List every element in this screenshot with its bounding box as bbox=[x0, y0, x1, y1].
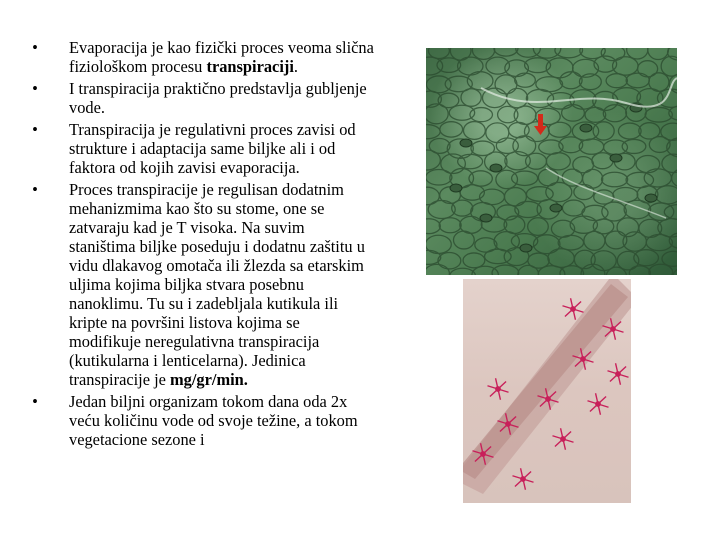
epidermal-cell bbox=[463, 122, 485, 140]
epidermal-cell bbox=[661, 123, 677, 140]
epidermal-cell bbox=[546, 182, 572, 201]
epidermal-cell bbox=[438, 253, 461, 269]
epidermal-cell bbox=[496, 170, 518, 188]
bullet-item bbox=[30, 38, 375, 76]
glandular-hair bbox=[487, 378, 508, 399]
epidermal-cell bbox=[463, 253, 485, 268]
epidermal-cell bbox=[453, 231, 474, 249]
epidermal-cell bbox=[560, 72, 582, 89]
epidermal-cell bbox=[458, 154, 483, 168]
leaf-epidermis-stomata-micrograph bbox=[426, 48, 677, 275]
epidermal-cell bbox=[528, 218, 549, 236]
glandular-hair bbox=[552, 428, 573, 449]
epidermal-cell bbox=[602, 172, 628, 187]
bullet-dot: • bbox=[32, 392, 38, 411]
epidermal-cell bbox=[516, 48, 540, 57]
stoma bbox=[580, 124, 592, 132]
epidermal-cell bbox=[573, 157, 594, 173]
bullet-text: Proces transpiracije je regulisan dodatnim mehanizmima kao što su stome, one se zatvaraju kad je T visoka. Na suvim staništima biljke poseduju i dodatnu zaštitu u vidu dlakavog omotača ili žlezda sa etarskim uljima kojima biljka stvara posebnu nanoklimu. Tu su i zadebljala kutikula ili kripte na površini listova kojima se modifikuje neregulativna transpiracija (kutikularna i lenticelarna). Jedinica transpiracije je mg/gr/min. bbox=[69, 180, 365, 389]
epidermal-cell bbox=[498, 106, 518, 122]
epidermal-cell bbox=[649, 264, 673, 275]
bullet-dot: • bbox=[32, 120, 38, 139]
stoma bbox=[610, 154, 622, 162]
stoma bbox=[550, 204, 562, 212]
epidermal-cell bbox=[673, 268, 677, 275]
glandular-hair bbox=[607, 363, 628, 384]
epidermal-cell bbox=[584, 231, 605, 250]
epidermal-cell bbox=[524, 122, 549, 142]
epidermal-cell bbox=[494, 48, 518, 56]
epidermal-cell bbox=[606, 267, 626, 275]
epidermal-cell bbox=[606, 74, 627, 88]
epidermal-cell bbox=[495, 75, 517, 94]
stoma bbox=[480, 214, 492, 222]
epidermal-cell bbox=[546, 153, 570, 170]
stoma bbox=[490, 164, 502, 172]
epidermal-cell bbox=[644, 169, 671, 187]
epidermal-cell bbox=[645, 107, 672, 122]
epidermal-cell bbox=[593, 122, 614, 140]
epidermis-cells-illustration bbox=[426, 48, 677, 275]
bullet-dot: • bbox=[32, 79, 38, 98]
epidermal-cell bbox=[592, 153, 613, 169]
stoma bbox=[645, 194, 657, 202]
epidermal-cell bbox=[426, 264, 449, 275]
stoma bbox=[450, 184, 462, 192]
epidermal-cell bbox=[439, 218, 461, 233]
bullet-list bbox=[30, 38, 375, 452]
bullet-item bbox=[30, 120, 375, 177]
epidermal-cell bbox=[646, 235, 672, 251]
epidermal-cell bbox=[622, 139, 646, 153]
epidermal-cell bbox=[638, 61, 658, 77]
epidermal-cell bbox=[470, 108, 493, 122]
stoma bbox=[460, 139, 472, 147]
epidermal-cell bbox=[426, 91, 441, 107]
epidermal-cell bbox=[655, 186, 677, 204]
bullet-text: Jedan biljni organizam tokom dana oda 2x veću količinu vode od svoje težine, a tokom vegetacione sezone i bbox=[69, 392, 358, 449]
bullet-dot: • bbox=[32, 180, 38, 199]
glandular-hair bbox=[587, 393, 608, 414]
epidermal-cell bbox=[426, 169, 452, 185]
epidermal-cell bbox=[672, 169, 677, 188]
glandular-hairs-illustration bbox=[463, 279, 631, 503]
bullet-item bbox=[30, 79, 375, 117]
epidermal-cell bbox=[515, 73, 536, 87]
epidermal-cell bbox=[602, 202, 626, 221]
epidermal-cell bbox=[574, 250, 595, 268]
glandular-hair bbox=[512, 468, 533, 489]
epidermal-cell bbox=[518, 265, 539, 275]
bullet-text: Transpiracija je regulativni proces zavisi od strukture i adaptacija same biljke ali i od faktora od kojih zavisi evaporacija. bbox=[69, 120, 356, 177]
epidermal-cell bbox=[634, 250, 659, 266]
bullet-text: I transpiracija praktično predstavlja gubljenje vode. bbox=[69, 79, 367, 117]
stoma bbox=[520, 244, 532, 252]
epidermal-cell bbox=[582, 205, 608, 220]
epidermal-cell bbox=[636, 156, 660, 173]
epidermal-cell bbox=[428, 201, 455, 219]
epidermal-cell bbox=[426, 76, 451, 93]
epidermal-cell bbox=[629, 266, 650, 275]
bullet-dot: • bbox=[32, 38, 38, 57]
epidermal-cell bbox=[461, 89, 481, 107]
epidermal-cell bbox=[426, 125, 440, 139]
epidermal-cell bbox=[486, 123, 509, 143]
epidermal-cell bbox=[512, 171, 538, 185]
epidermal-cell bbox=[583, 169, 603, 188]
bullet-item bbox=[30, 180, 375, 389]
epidermal-cell bbox=[469, 171, 492, 186]
epidermal-cell bbox=[562, 105, 585, 122]
leaf-section-glandular-hairs-micrograph bbox=[463, 279, 631, 503]
epidermal-cell bbox=[526, 153, 547, 169]
epidermal-cell bbox=[533, 235, 559, 254]
epidermal-cell bbox=[426, 219, 440, 234]
epidermal-cell bbox=[504, 188, 526, 206]
epidermal-cell bbox=[626, 73, 649, 88]
epidermal-cell bbox=[548, 249, 574, 268]
epidermal-cell bbox=[460, 185, 484, 200]
epidermal-cell bbox=[618, 123, 641, 139]
epidermal-cell bbox=[585, 107, 606, 122]
epidermal-cell bbox=[440, 122, 463, 137]
epidermal-cell bbox=[558, 235, 583, 250]
epidermal-cell bbox=[548, 122, 571, 137]
bullet-text: Evaporacija je kao fizički proces veoma slična fiziološkom procesu transpiraciji. bbox=[69, 38, 374, 76]
bullet-item bbox=[30, 392, 375, 449]
